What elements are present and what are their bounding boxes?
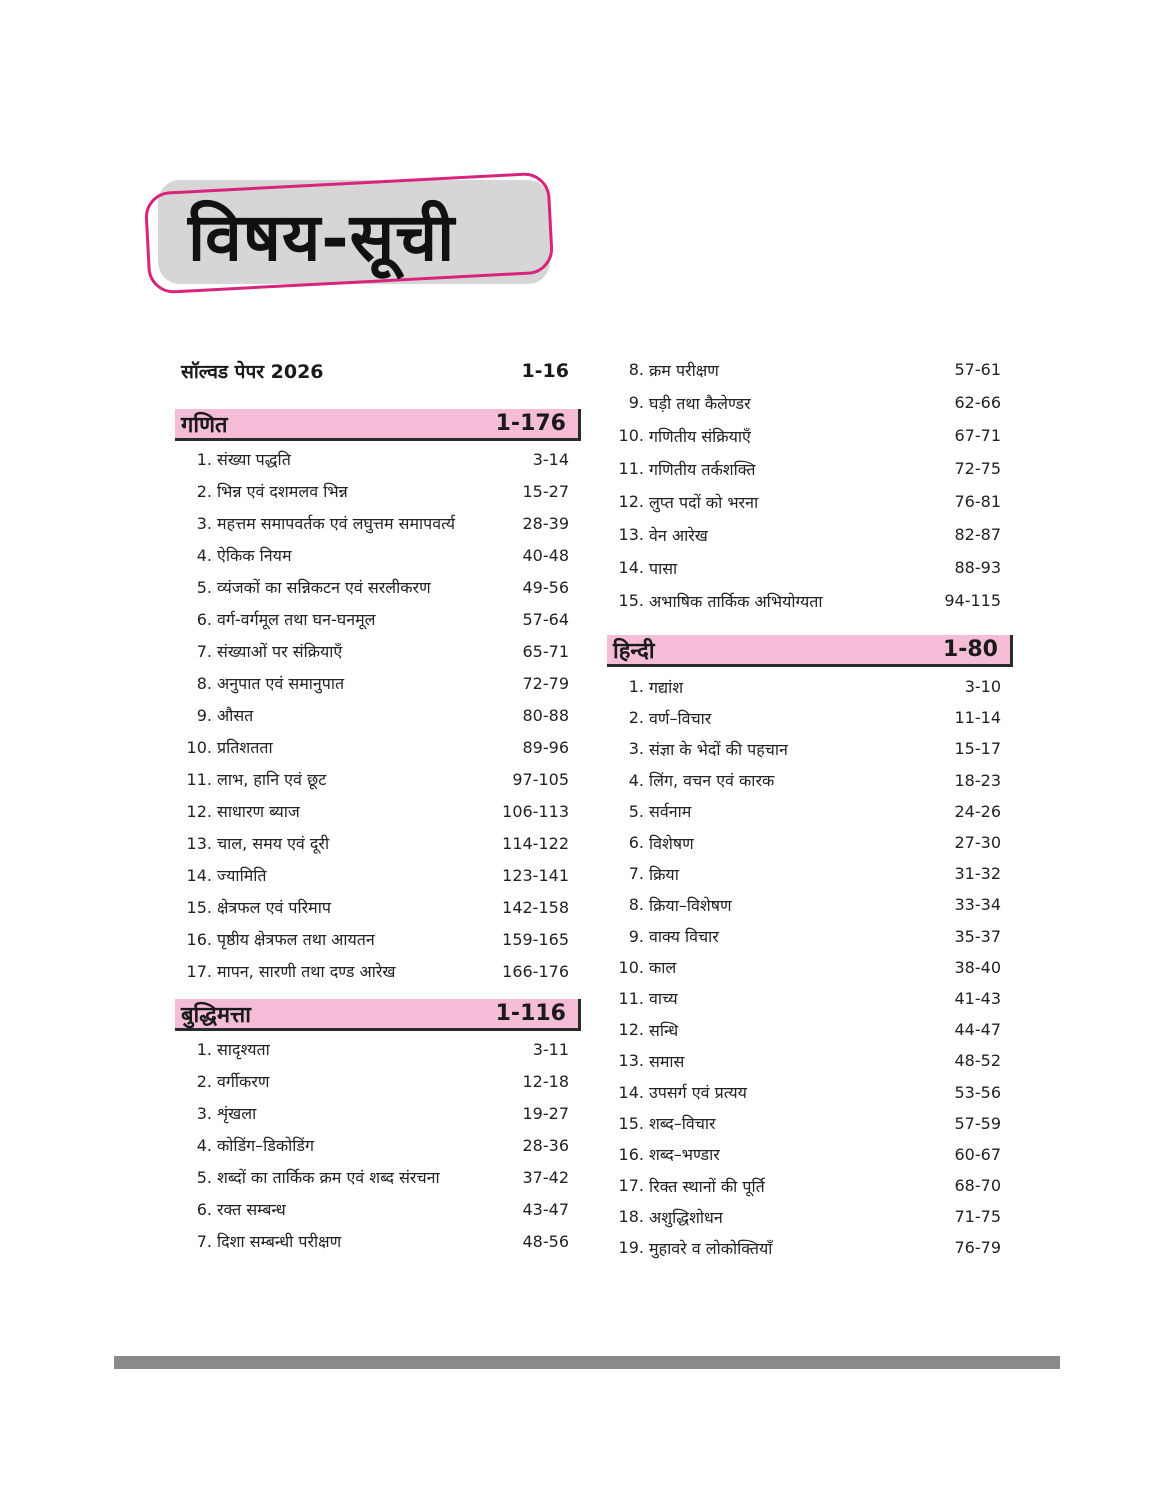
list-item[interactable]: 4. लिंग, वचन एवं कारक 18-23 xyxy=(628,770,1001,791)
list-item[interactable]: 10. काल 38-40 xyxy=(618,957,1001,978)
list-item[interactable]: 5. सर्वनाम 24-26 xyxy=(628,801,1001,822)
list-item[interactable]: 16. शब्द–भण्डार 60-67 xyxy=(618,1144,1001,1165)
list-item[interactable]: 2. भिन्न एवं दशमलव भिन्न 15-27 xyxy=(196,481,569,501)
list-item[interactable]: 17. रिक्त स्थानों की पूर्ति 68-70 xyxy=(618,1176,1001,1196)
list-item[interactable]: 12. सन्धि 44-47 xyxy=(618,1020,1001,1040)
list-item[interactable]: 13. वेन आरेख 82-87 xyxy=(618,525,1001,545)
list-item[interactable]: 11. लाभ, हानि एवं छूट 97-105 xyxy=(186,769,569,789)
section-title: गणित xyxy=(181,412,228,438)
list-item[interactable]: 13. समास 48-52 xyxy=(618,1051,1001,1071)
solved-paper-pages: 1-16 xyxy=(521,360,569,382)
list-item[interactable]: 10. प्रतिशतता 89-96 xyxy=(186,737,569,757)
section-header-hindi[interactable] xyxy=(607,635,1013,667)
list-item[interactable]: 1. संख्या पद्धति 3-14 xyxy=(196,449,569,469)
list-item[interactable]: 9. वाक्य विचार 35-37 xyxy=(628,926,1001,947)
list-item[interactable]: 13. चाल, समय एवं दूरी 114-122 xyxy=(186,833,569,853)
section-pages: 1-176 xyxy=(495,411,566,436)
list-item[interactable]: 14. ज्यामिति 123-141 xyxy=(186,865,569,885)
section-header-buddhi[interactable] xyxy=(175,999,581,1031)
list-item[interactable]: 1. सादृश्यता 3-11 xyxy=(196,1039,569,1059)
list-item[interactable]: 6. वर्ग-वर्गमूल तथा घन-घनमूल 57-64 xyxy=(196,609,569,629)
list-item[interactable]: 9. घड़ी तथा कैलेण्डर 62-66 xyxy=(628,393,1001,413)
right-column xyxy=(607,355,1013,1264)
buddhi-list-left xyxy=(175,1033,581,1257)
list-item[interactable]: 7. संख्याओं पर संक्रियाएँ 65-71 xyxy=(196,641,569,661)
list-item[interactable]: 15. शब्द–विचार 57-59 xyxy=(618,1113,1001,1134)
title-badge xyxy=(140,168,560,300)
solved-paper-entry[interactable] xyxy=(175,355,581,387)
list-item[interactable]: 6. रक्त सम्बन्ध 43-47 xyxy=(196,1199,569,1219)
list-item[interactable]: 3. शृंखला 19-27 xyxy=(196,1103,569,1123)
list-item[interactable]: 12. साधारण ब्याज 106-113 xyxy=(186,801,569,821)
list-item[interactable]: 12. लुप्त पदों को भरना 76-81 xyxy=(618,492,1001,512)
hindi-list xyxy=(607,671,1013,1264)
list-item[interactable]: 4. कोडिंग–डिकोडिंग 28-36 xyxy=(196,1135,569,1155)
list-item[interactable]: 2. वर्गीकरण 12-18 xyxy=(196,1071,569,1091)
footer-bar xyxy=(114,1356,1060,1369)
section-title: हिन्दी xyxy=(613,638,655,664)
section-pages: 1-80 xyxy=(942,637,998,662)
list-item[interactable]: 16. पृष्ठीय क्षेत्रफल तथा आयतन 159-165 xyxy=(186,929,569,949)
section-pages: 1-116 xyxy=(495,1001,566,1026)
list-item[interactable]: 9. औसत 80-88 xyxy=(196,705,569,725)
section-title: बुद्धिमत्ता xyxy=(181,1002,251,1028)
list-item[interactable]: 15. अभाषिक तार्किक अभियोग्यता 94-115 xyxy=(618,591,1001,611)
list-item[interactable]: 6. विशेषण 27-30 xyxy=(628,833,1001,853)
list-item[interactable]: 5. व्यंजकों का सन्निकटन एवं सरलीकरण 49-56 xyxy=(196,577,569,597)
list-item[interactable]: 11. वाच्य 41-43 xyxy=(618,988,1001,1009)
left-column xyxy=(175,355,581,1257)
buddhi-list-right xyxy=(607,353,1013,617)
list-item[interactable]: 7. दिशा सम्बन्धी परीक्षण 48-56 xyxy=(196,1231,569,1251)
list-item[interactable]: 15. क्षेत्रफल एवं परिमाप 142-158 xyxy=(186,897,569,917)
list-item[interactable]: 8. क्रम परीक्षण 57-61 xyxy=(628,360,1001,380)
list-item[interactable]: 18. अशुद्धिशोधन 71-75 xyxy=(618,1207,1001,1227)
list-item[interactable]: 8. अनुपात एवं समानुपात 72-79 xyxy=(196,673,569,693)
list-item[interactable]: 7. क्रिया 31-32 xyxy=(628,864,1001,884)
solved-paper-label: सॉल्वड पेपर 2026 xyxy=(181,361,324,383)
list-item[interactable]: 14. उपसर्ग एवं प्रत्यय 53-56 xyxy=(618,1082,1001,1103)
list-item[interactable]: 5. शब्दों का तार्किक क्रम एवं शब्द संरचना 37-42 xyxy=(196,1167,569,1187)
list-item[interactable]: 4. ऐकिक नियम 40-48 xyxy=(196,545,569,565)
list-item[interactable]: 8. क्रिया–विशेषण 33-34 xyxy=(628,895,1001,915)
page-title: विषय-सूची xyxy=(188,198,456,276)
list-item[interactable]: 14. पासा 88-93 xyxy=(618,558,1001,578)
section-header-ganit[interactable] xyxy=(175,409,581,441)
list-item[interactable]: 17. मापन, सारणी तथा दण्ड आरेख 166-176 xyxy=(186,961,569,981)
list-item[interactable]: 3. महत्तम समापवर्तक एवं लघुत्तम समापवर्त्य 28-39 xyxy=(196,513,569,533)
list-item[interactable]: 1. गद्यांश 3-10 xyxy=(628,677,1001,697)
list-item[interactable]: 19. मुहावरे व लोकोक्तियाँ 76-79 xyxy=(618,1238,1001,1258)
list-item[interactable]: 11. गणितीय तर्कशक्ति 72-75 xyxy=(618,459,1001,479)
ganit-list xyxy=(175,443,581,987)
list-item[interactable]: 2. वर्ण–विचार 11-14 xyxy=(628,708,1001,728)
list-item[interactable]: 3. संज्ञा के भेदों की पहचान 15-17 xyxy=(628,739,1001,759)
list-item[interactable]: 10. गणितीय संक्रियाएँ 67-71 xyxy=(618,426,1001,446)
